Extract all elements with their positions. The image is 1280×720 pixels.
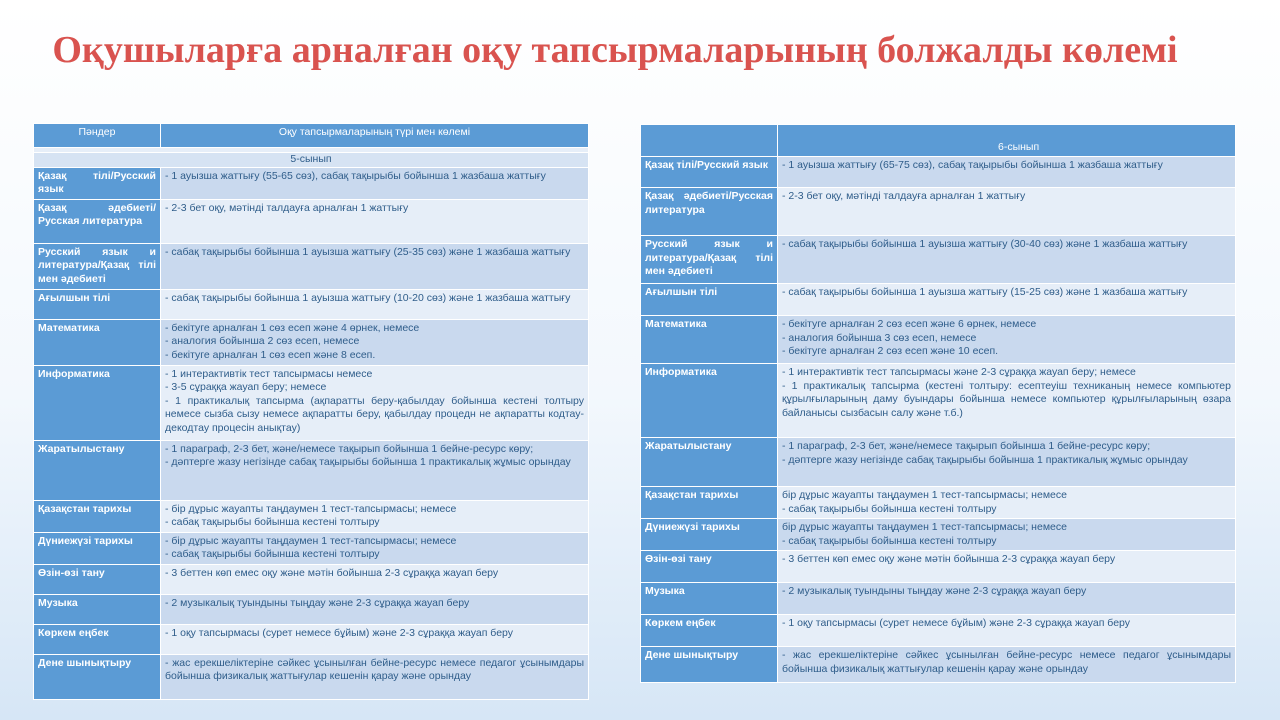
- table-row: [34, 365, 589, 440]
- task-line: - бекітуге арналған 2 сөз есеп және 10 есеп.: [782, 345, 999, 357]
- task-description-cell: [161, 594, 589, 624]
- task-description-cell: [778, 316, 1236, 364]
- table-row: [641, 364, 1236, 438]
- task-line: - бекітуге арналған 2 сөз есеп және 6 өрнек, немесе: [782, 318, 1037, 330]
- subject-cell: Көркем еңбек: [641, 615, 778, 647]
- subject-cell: Дүниежүзі тарихы: [34, 532, 161, 564]
- task-line: - 1 параграф, 2-3 бет, және/немесе тақырып бойынша 1 бейне-ресурс көру;: [165, 442, 534, 455]
- task-description-cell: [161, 532, 589, 564]
- task-description-cell: [161, 319, 589, 365]
- header-subjects-blank: [641, 125, 778, 157]
- task-description-cell: [161, 440, 589, 500]
- task-line: - 1 параграф, 2-3 бет, және/немесе тақырып бойынша 1 бейне-ресурс көру;: [782, 440, 1151, 452]
- task-line: - 1 интерактивтік тест тапсырмасы және 2-3 сұраққа жауап беру; немесе: [782, 366, 1136, 378]
- task-line: - 2 музыкалық туындыны тыңдау және 2-3 сұраққа жауап беру: [165, 596, 470, 609]
- task-description-cell: [778, 551, 1236, 583]
- table-row: [34, 289, 589, 319]
- task-line: - 1 оқу тапсырмасы (сурет немесе бұйым) және 2-3 сұраққа жауап беру: [165, 626, 514, 639]
- task-line: - сабақ тақырыбы бойынша 1 ауызша жаттығу (10-20 сөз) және 1 жазбаша жаттығу: [165, 291, 571, 304]
- task-line: - аналогия бойынша 3 сөз есеп, немесе: [782, 331, 977, 344]
- subject-cell: Русский язык и литература/Қазақ тілі мен әдебиеті: [641, 236, 778, 284]
- grade-6-label: 6-сынып: [778, 125, 1236, 157]
- header-task-types: Оқу тапсырмаларының түрі мен көлемі: [161, 124, 589, 148]
- task-line: - сабақ тақырыбы бойынша 1 ауызша жаттығу (30-40 сөз) және 1 жазбаша жаттығу: [782, 238, 1188, 250]
- task-line: - дәптерге жазу негізінде сабақ тақырыбы бойынша 1 практикалық жұмыс орындау: [165, 456, 571, 468]
- grade-5-table: [33, 123, 589, 700]
- task-line: - сабақ тақырыбы бойынша кестені толтыру: [165, 516, 380, 528]
- table-row: [34, 319, 589, 365]
- task-description-cell: [778, 284, 1236, 316]
- header-subjects: Пәндер: [34, 124, 161, 148]
- task-line: - сабақ тақырыбы бойынша 1 ауызша жаттығу (15-25 сөз) және 1 жазбаша жаттығу: [782, 286, 1188, 298]
- task-line: - 2-3 бет оқу, мәтінді талдауға арналған 1 жаттығу: [165, 201, 409, 214]
- table-row: [641, 284, 1236, 316]
- table-row: [641, 236, 1236, 284]
- task-description-cell: [778, 647, 1236, 683]
- task-description-cell: [778, 487, 1236, 519]
- subject-cell: Дене шынықтыру: [641, 647, 778, 683]
- subject-cell: Информатика: [641, 364, 778, 438]
- task-line: - 3 беттен көп емес оқу және мәтін бойынша 2-3 сұраққа жауап беру: [165, 566, 499, 579]
- task-line: - 2 музыкалық туындыны тыңдау және 2-3 сұраққа жауап беру: [782, 585, 1087, 597]
- task-description-cell: [161, 624, 589, 654]
- subject-cell: Қазақ әдебиеті/Русская литература: [34, 199, 161, 243]
- subject-cell: Математика: [34, 319, 161, 365]
- task-line: - дәптерге жазу негізінде сабақ тақырыбы бойынша 1 практикалық жұмыс орындау: [782, 453, 1188, 466]
- task-line: бір дұрыс жауапты таңдаумен 1 тест-тапсырмасы; немесе: [782, 521, 1067, 533]
- task-line: - бекітуге арналған 1 сөз есеп және 4 өрнек, немесе: [165, 321, 420, 334]
- table-row: [34, 624, 589, 654]
- subject-cell: Қазақ тілі/Русский язык: [34, 167, 161, 199]
- subject-cell: Дене шынықтыру: [34, 654, 161, 699]
- table-row: [34, 594, 589, 624]
- task-line: бір дұрыс жауапты таңдаумен 1 тест-тапсырмасы; немесе: [782, 489, 1067, 501]
- subject-cell: Көркем еңбек: [34, 624, 161, 654]
- table-row: [641, 438, 1236, 487]
- subject-cell: Музыка: [34, 594, 161, 624]
- task-line: - сабақ тақырыбы бойынша 1 ауызша жаттығу (25-35 сөз) және 1 жазбаша жаттығу: [165, 245, 571, 258]
- task-description-cell: [161, 500, 589, 532]
- table-row: [34, 199, 589, 243]
- subject-cell: Ағылшын тілі: [34, 289, 161, 319]
- table-row: [641, 316, 1236, 364]
- table-row: [34, 243, 589, 289]
- table-row: [641, 551, 1236, 583]
- table-row: [641, 487, 1236, 519]
- task-line: - сабақ тақырыбы бойынша кестені толтыру: [782, 502, 997, 515]
- subject-cell: Жаратылыстану: [34, 440, 161, 500]
- subject-cell: Дүниежүзі тарихы: [641, 519, 778, 551]
- table-row: [34, 532, 589, 564]
- subject-cell: Русский язык и литература/Қазақ тілі мен әдебиеті: [34, 243, 161, 289]
- subject-cell: Қазақстан тарихы: [34, 500, 161, 532]
- task-description-cell: [778, 236, 1236, 284]
- task-description-cell: [161, 365, 589, 440]
- table-row: [34, 654, 589, 699]
- task-line: - жас ерекшеліктеріне сәйкес ұсынылған бейне-ресурс немесе педагог ұсынымдары бойынша физикалық жаттығулар кешенін қарау және орындау: [782, 649, 1231, 675]
- task-description-cell: [161, 199, 589, 243]
- table-row: [641, 157, 1236, 188]
- task-line: - 1 интерактивтік тест тапсырмасы немесе: [165, 367, 373, 380]
- table-row: [34, 167, 589, 199]
- task-line: - 1 ауызша жаттығу (55-65 сөз), сабақ тақырыбы бойынша 1 жазбаша жаттығу: [165, 169, 546, 182]
- task-description-cell: [161, 654, 589, 699]
- task-description-cell: [778, 364, 1236, 438]
- table-row: [34, 564, 589, 594]
- subject-cell: Ағылшын тілі: [641, 284, 778, 316]
- task-description-cell: [161, 564, 589, 594]
- task-description-cell: [778, 157, 1236, 188]
- task-description-cell: [778, 519, 1236, 551]
- task-line: - 1 ауызша жаттығу (65-75 сөз), сабақ тақырыбы бойынша 1 жазбаша жаттығу: [782, 159, 1163, 171]
- subject-cell: Өзін-өзі тану: [34, 564, 161, 594]
- subject-cell: Қазақ тілі/Русский язык: [641, 157, 778, 188]
- table-row: [641, 188, 1236, 236]
- subject-cell: Қазақ әдебиеті/Русская литература: [641, 188, 778, 236]
- task-description-cell: [778, 615, 1236, 647]
- task-line: - 3-5 сұраққа жауап беру; немесе: [165, 381, 327, 393]
- task-description-cell: [778, 188, 1236, 236]
- subject-cell: Қазақстан тарихы: [641, 487, 778, 519]
- task-description-cell: [161, 243, 589, 289]
- subject-cell: Жаратылыстану: [641, 438, 778, 487]
- table-row: [34, 440, 589, 500]
- task-description-cell: [778, 583, 1236, 615]
- subject-cell: Музыка: [641, 583, 778, 615]
- task-line: - сабақ тақырыбы бойынша кестені толтыру: [782, 534, 997, 547]
- task-line: - 1 практикалық тапсырма (ақпаратты беру-қабылдау бойынша кестені толтыру немесе сызба сызу немесе ақпаратты беру, қабылдау процедн не ақпаратты кодтау-декодтау процесін анықтау): [165, 394, 584, 434]
- task-line: - бекітуге арналған 1 сөз есеп және 8 есеп.: [165, 348, 376, 361]
- subject-cell: Информатика: [34, 365, 161, 440]
- task-line: - 1 практикалық тапсырма (кестені толтыру: есептеуіш техниканың немесе компьютер құрылғыларының даму буындары бойынша немесе компьютер құрылғыларының өзара байланысы сызбасын салу және т.б.): [782, 379, 1231, 419]
- task-line: - бір дұрыс жауапты таңдаумен 1 тест-тапсырмасы; немесе: [165, 502, 457, 515]
- task-description-cell: [161, 167, 589, 199]
- grade-5-label: 5-сынып: [34, 153, 589, 168]
- task-line: - бір дұрыс жауапты таңдаумен 1 тест-тапсырмасы; немесе: [165, 534, 457, 547]
- table-row: [641, 519, 1236, 551]
- subject-cell: Математика: [641, 316, 778, 364]
- task-line: - жас ерекшеліктеріне сәйкес ұсынылған бейне-ресурс немесе педагог ұсынымдары бойынша физикалық жаттығулар кешенін қарау және орындау: [165, 656, 584, 682]
- table-row: [641, 615, 1236, 647]
- task-line: - сабақ тақырыбы бойынша кестені толтыру: [165, 548, 380, 560]
- table-row: [34, 500, 589, 532]
- page-title: Оқушыларға арналған оқу тапсырмаларының болжалды көлемі: [52, 29, 1178, 71]
- table-row: [641, 647, 1236, 683]
- task-line: - 2-3 бет оқу, мәтінді талдауға арналған 1 жаттығу: [782, 190, 1026, 202]
- task-line: - 3 беттен көп емес оқу және мәтін бойынша 2-3 сұраққа жауап беру: [782, 553, 1116, 565]
- task-description-cell: [161, 289, 589, 319]
- subject-cell: Өзін-өзі тану: [641, 551, 778, 583]
- task-description-cell: [778, 438, 1236, 487]
- table-row: [641, 583, 1236, 615]
- task-line: - 1 оқу тапсырмасы (сурет немесе бұйым) және 2-3 сұраққа жауап беру: [782, 617, 1131, 629]
- grade-6-table: [640, 124, 1236, 683]
- task-line: - аналогия бойынша 2 сөз есеп, немесе: [165, 335, 360, 347]
